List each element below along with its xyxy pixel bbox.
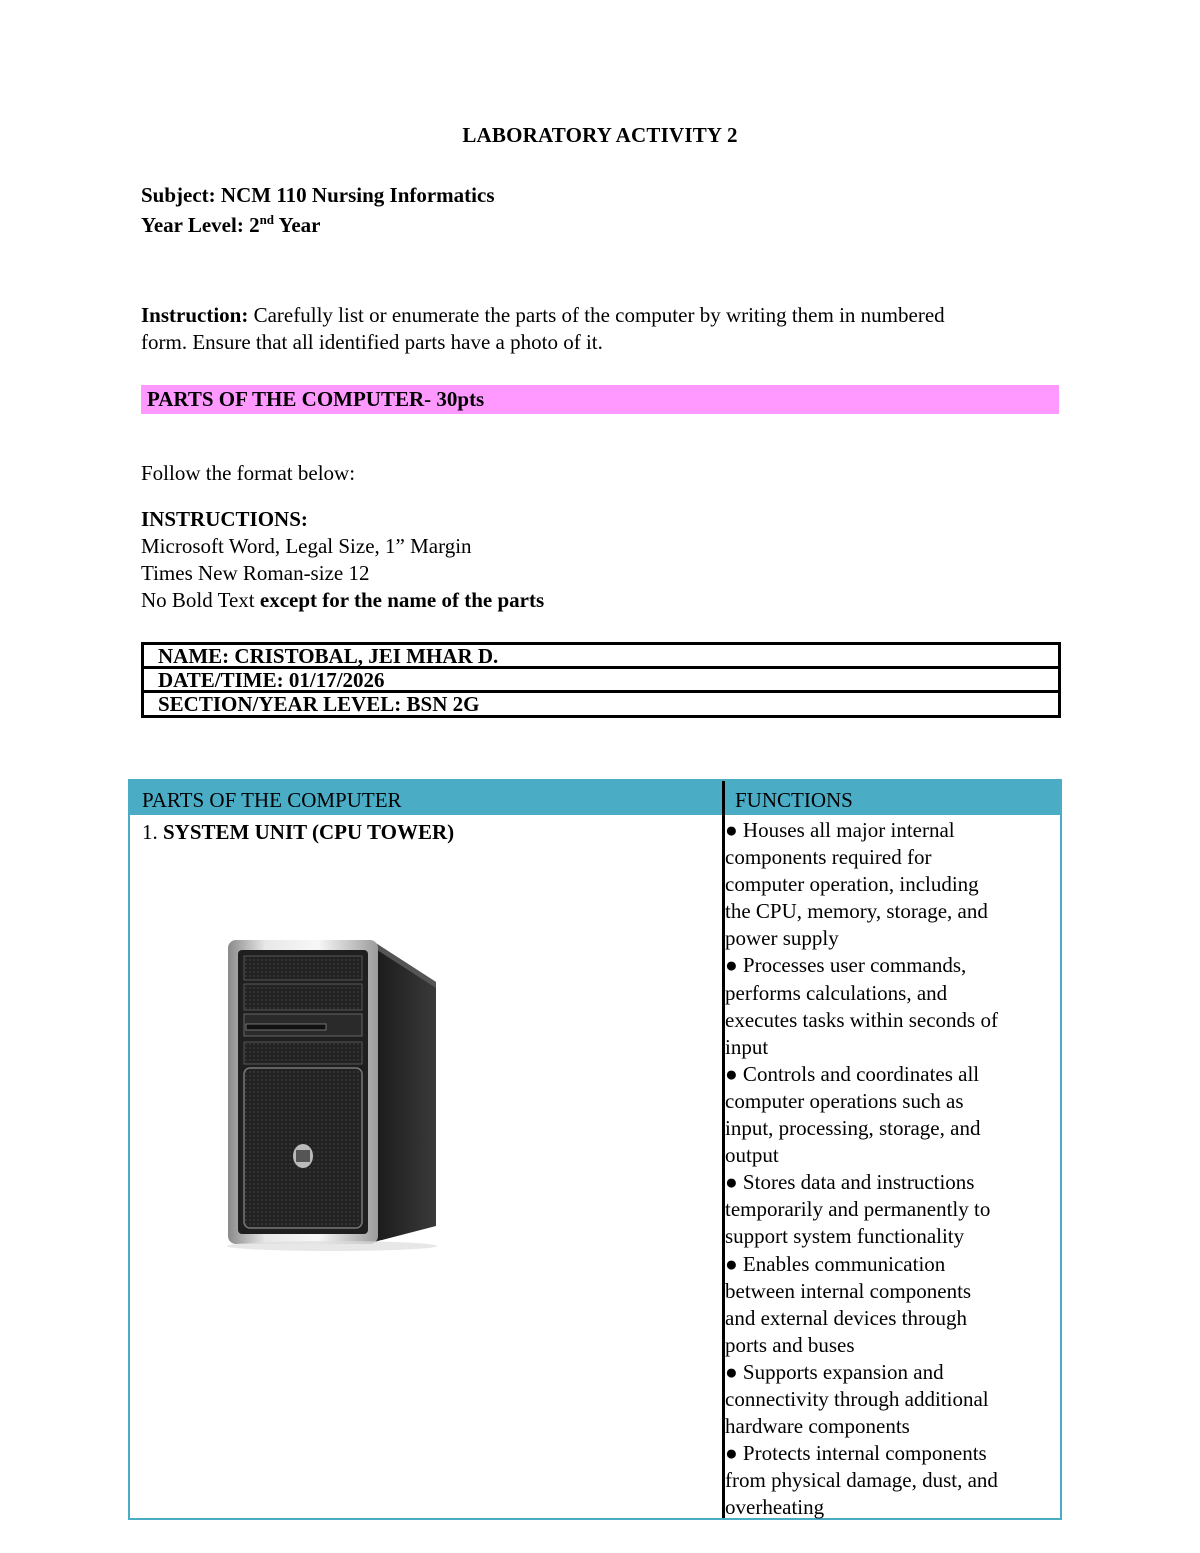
parts-table	[128, 779, 1062, 1520]
function-line: ports and buses	[725, 1332, 855, 1357]
instruction-line-2: form. Ensure that all identified parts have a photo of it.	[141, 330, 603, 354]
document-title: LABORATORY ACTIVITY 2	[462, 123, 738, 147]
function-line: components required for	[725, 845, 932, 870]
function-line: ● Houses all major internal	[725, 818, 955, 842]
col-header-parts: PARTS OF THE COMPUTER	[142, 788, 402, 812]
year-level-value: 2nd Year	[249, 212, 321, 237]
computer-tower-icon	[224, 934, 440, 1252]
function-line: between internal components	[725, 1278, 972, 1303]
student-section: SECTION/YEAR LEVEL: BSN 2G	[158, 692, 480, 716]
function-line: executes tasks within seconds of	[725, 1007, 998, 1032]
instruction-label: Instruction:	[141, 303, 249, 327]
student-datetime: DATE/TIME: 01/17/2026	[144, 669, 1058, 693]
function-line: temporarily and permanently to	[725, 1197, 991, 1222]
function-line: power supply	[725, 926, 839, 951]
function-line: computer operation, including	[725, 872, 979, 897]
function-line: ● Enables communication	[725, 1251, 946, 1276]
function-line: ● Supports expansion and	[725, 1359, 944, 1384]
student-name: NAME: CRISTOBAL, JEI MHAR D.	[144, 645, 1058, 669]
function-line: the CPU, memory, storage, and	[725, 899, 988, 924]
format-line-2: Times New Roman-size 12	[141, 561, 370, 585]
subject-value: NCM 110 Nursing Informatics	[220, 183, 495, 207]
instruction-line-1	[141, 302, 945, 329]
function-line: performs calculations, and	[725, 980, 948, 1005]
year-level-line	[141, 212, 321, 239]
function-line: from physical damage, dust, and	[725, 1468, 998, 1493]
function-line: ● Controls and coordinates all	[725, 1061, 980, 1086]
student-info-table	[141, 642, 1061, 718]
parts-table-header	[130, 781, 1060, 815]
function-line: overheating	[725, 1495, 825, 1520]
year-level-label: Year Level:	[141, 213, 244, 237]
function-line: connectivity through additional	[725, 1386, 989, 1411]
format-instructions-heading: INSTRUCTIONS:	[141, 507, 308, 531]
function-line: support system functionality	[725, 1224, 965, 1249]
function-line: computer operations such as	[725, 1088, 964, 1113]
function-line: ● Processes user commands,	[725, 953, 967, 978]
col-header-functions: FUNCTIONS	[735, 788, 853, 812]
function-line: ● Stores data and instructions	[725, 1170, 975, 1195]
section-header-bar: PARTS OF THE COMPUTER- 30pts	[141, 385, 1059, 414]
function-line: ● Protects internal components	[725, 1441, 987, 1466]
function-line: input, processing, storage, and	[725, 1116, 981, 1141]
subject-label: Subject:	[141, 183, 216, 207]
function-line: output	[725, 1143, 779, 1168]
function-line: input	[725, 1034, 769, 1059]
format-line-3: No Bold Text except for the name of the parts	[141, 588, 545, 612]
format-line-1: Microsoft Word, Legal Size, 1” Margin	[141, 534, 472, 558]
functions-list	[725, 817, 1045, 1521]
part-name: 1. SYSTEM UNIT (CPU TOWER)	[142, 820, 455, 844]
instruction-text-1: Carefully list or enumerate the parts of the computer by writing them in numbered	[248, 303, 945, 327]
function-line: and external devices through	[725, 1305, 967, 1330]
subject-line	[141, 182, 495, 209]
function-line: hardware components	[725, 1414, 910, 1439]
follow-format-text: Follow the format below:	[141, 461, 356, 485]
